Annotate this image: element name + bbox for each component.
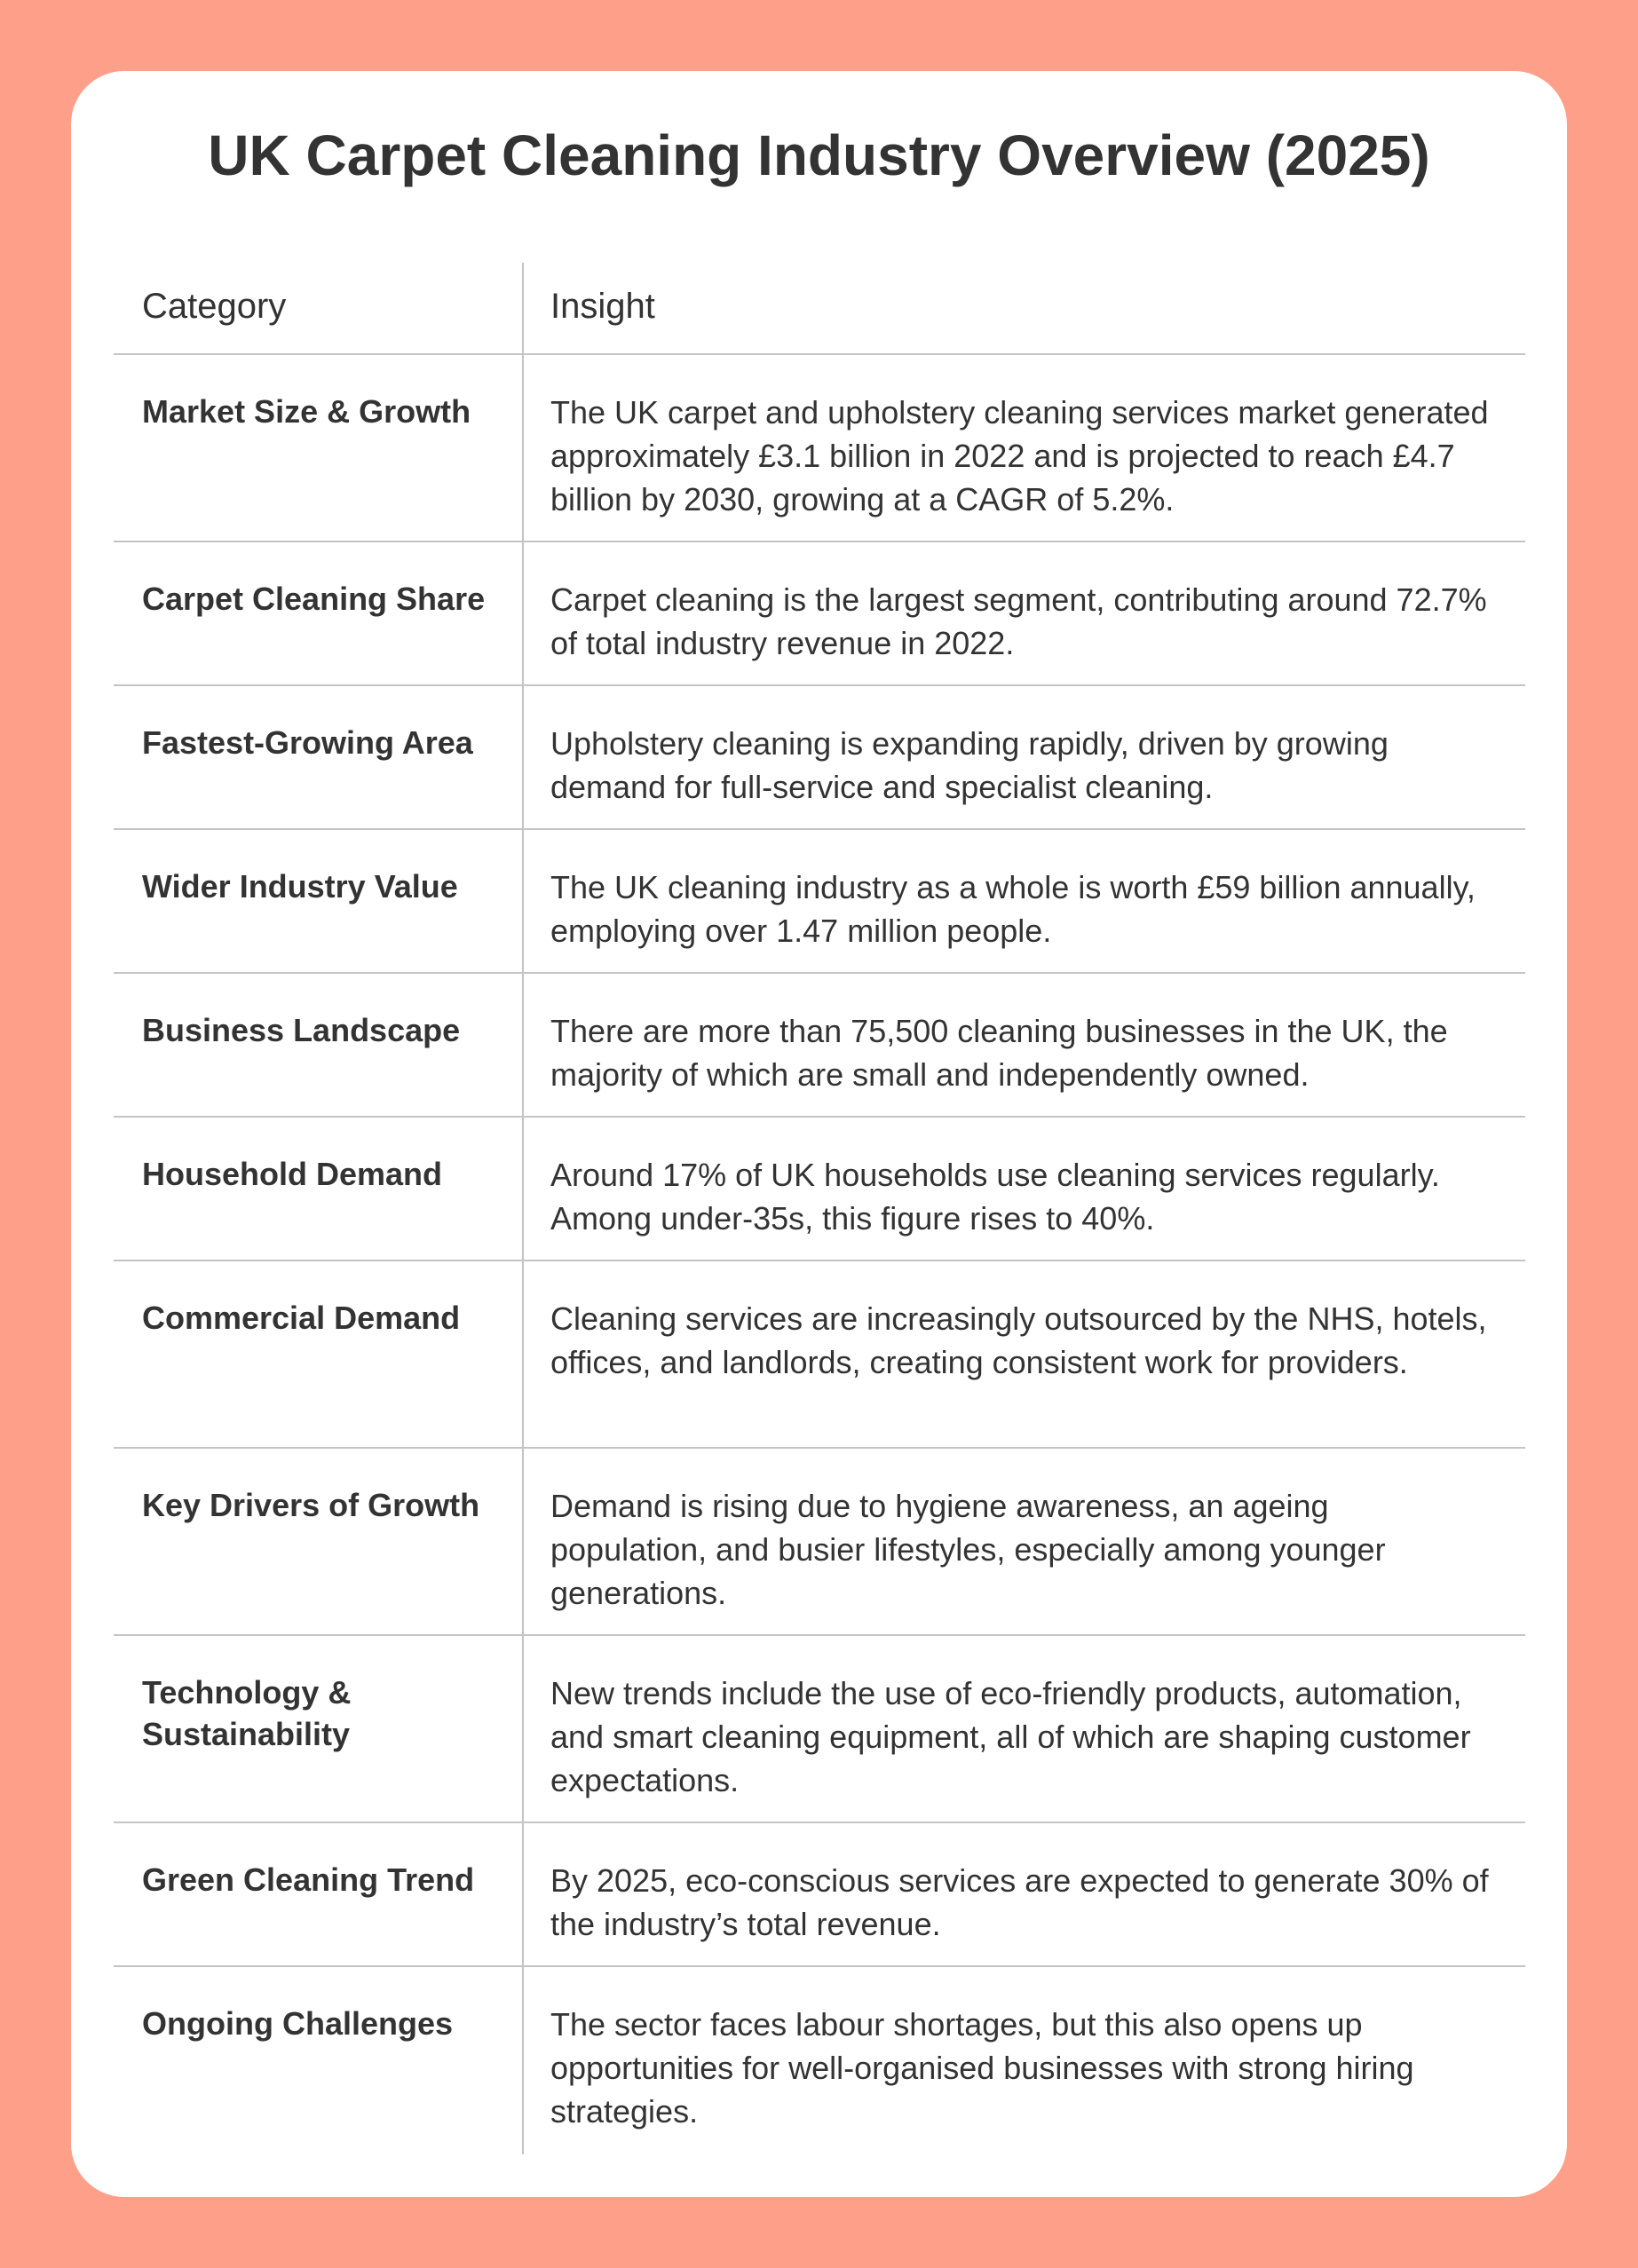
table-row <box>114 1636 1525 1823</box>
row-category: Market Size & Growth <box>114 355 524 541</box>
row-category: Technology & Sustainability <box>114 1636 524 1822</box>
table-row <box>114 1823 1525 1967</box>
table-row <box>114 974 1525 1118</box>
row-category: Wider Industry Value <box>114 830 524 972</box>
row-insight: New trends include the use of eco-friendly products, automation, and smart cleaning equipment, all of which are shaping customer expectations. <box>550 1675 1471 1798</box>
row-insight: There are more than 75,500 cleaning businesses in the UK, the majority of which are small and independently owned. <box>550 1013 1448 1093</box>
row-insight: Carpet cleaning is the largest segment, contributing around 72.7% of total industry revenue in 2022. <box>550 581 1487 661</box>
row-insight: Upholstery cleaning is expanding rapidly, driven by growing demand for full-service and specialist cleaning. <box>550 725 1389 805</box>
row-category: Commercial Demand <box>114 1261 524 1447</box>
row-insight: The UK cleaning industry as a whole is worth £59 billion annually, employing over 1.47 million people. <box>550 869 1476 949</box>
row-insight: Demand is rising due to hygiene awareness, an ageing population, and busier lifestyles, especially among younger generations. <box>550 1488 1386 1611</box>
row-category: Ongoing Challenges <box>114 1967 524 2154</box>
row-insight: Cleaning services are increasingly outsourced by the NHS, hotels, offices, and landlords, creating consistent work for providers. <box>550 1300 1487 1380</box>
table-row <box>114 830 1525 974</box>
row-insight: The UK carpet and upholstery cleaning services market generated approximately £3.1 billion in 2022 and is projected to reach £4.7 billion by 2030, growing at a CAGR of 5.2%. <box>550 394 1489 518</box>
table-row <box>114 686 1525 830</box>
row-insight: Around 17% of UK households use cleaning services regularly. Among under-35s, this figure rises to 40%. <box>550 1157 1440 1237</box>
table-row <box>114 1261 1525 1449</box>
row-insight: By 2025, eco-conscious services are expected to generate 30% of the industry’s total revenue. <box>550 1862 1489 1942</box>
page-title: UK Carpet Cleaning Industry Overview (2025) <box>208 123 1430 187</box>
table-row <box>114 1449 1525 1636</box>
row-category: Household Demand <box>114 1118 524 1260</box>
row-insight: The sector faces labour shortages, but this also opens up opportunities for well-organised businesses with strong hiring strategies. <box>550 2006 1414 2130</box>
column-header-category: Category <box>114 263 524 353</box>
row-category: Green Cleaning Trend <box>114 1823 524 1965</box>
row-category: Fastest-Growing Area <box>114 686 524 828</box>
table-row <box>114 355 1525 542</box>
column-header-insight: Insight <box>550 287 655 326</box>
overview-card <box>71 71 1567 2197</box>
row-category: Key Drivers of Growth <box>114 1449 524 1634</box>
row-category: Carpet Cleaning Share <box>114 542 524 684</box>
overview-table <box>114 263 1525 2154</box>
row-category: Business Landscape <box>114 974 524 1116</box>
table-row <box>114 1967 1525 2154</box>
table-row <box>114 542 1525 686</box>
table-header-row <box>114 263 1525 355</box>
table-row <box>114 1118 1525 1261</box>
